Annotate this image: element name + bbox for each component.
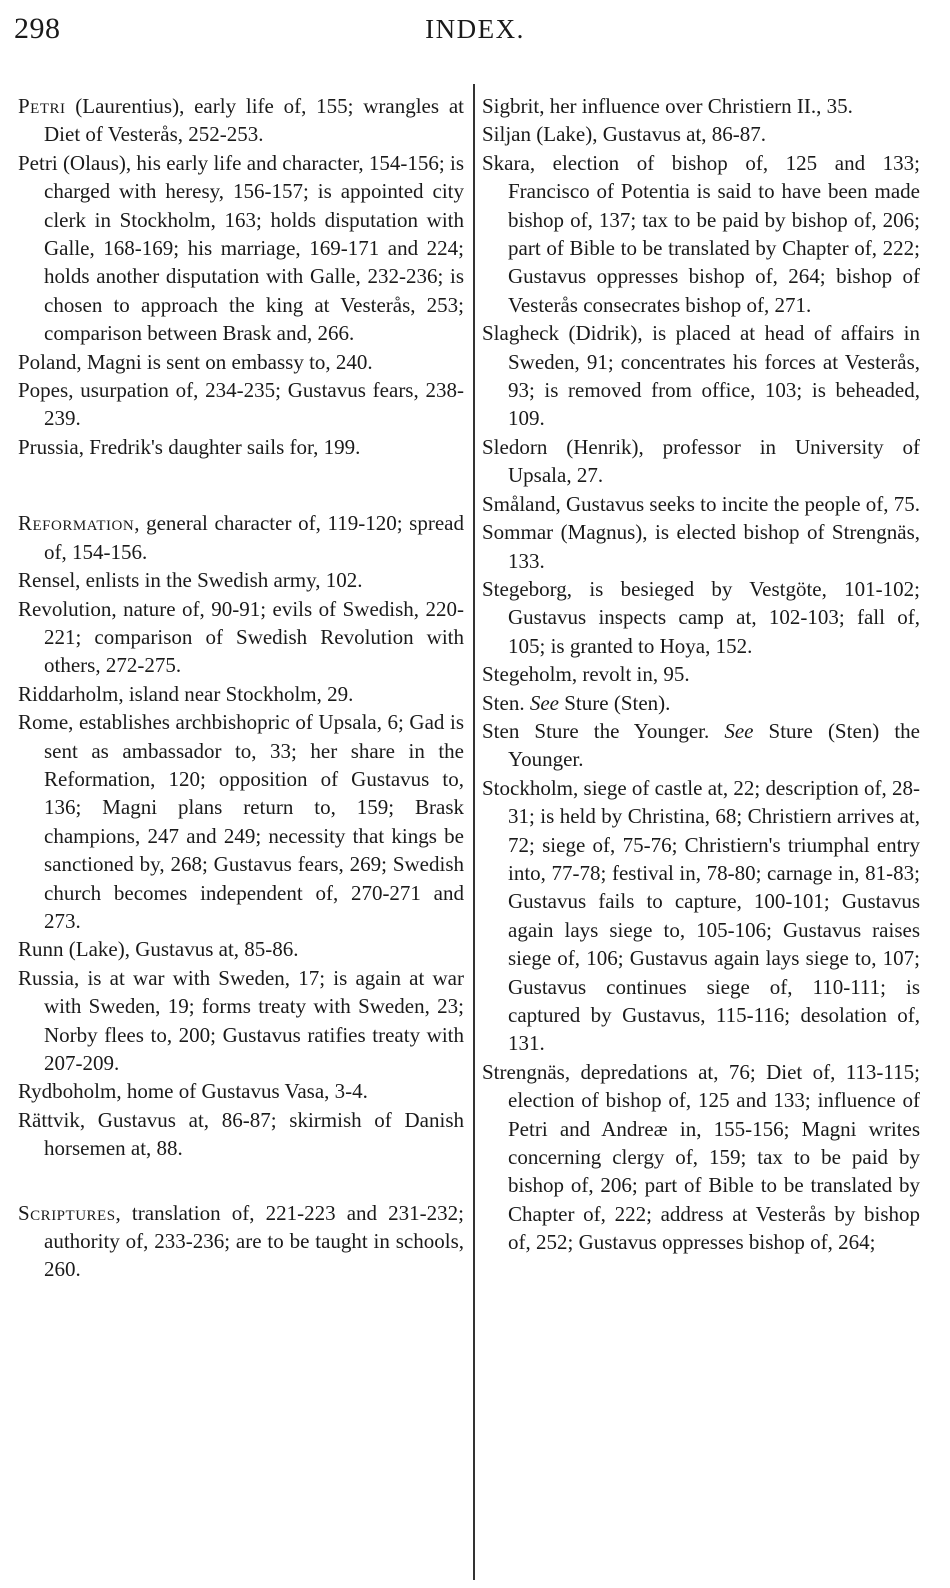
column-divider: [473, 84, 475, 1580]
running-head: INDEX.: [425, 14, 525, 44]
index-entry: Petri (Olaus), his early life and character, 154-156; is charged with heresy, 156-157; is appointed city clerk in Stockholm, 163; holds disputation with Galle, 168-169; his marriage, 169-171 and 224; holds another disputation with Galle, 232-236; is chosen to approach the king at Vesterås, 253; comparison between Brask and, 266.: [18, 150, 464, 346]
index-entry: Petri (Laurentius), early life of, 155; wrangles at Diet of Vesterås, 252-253.: [18, 94, 464, 147]
index-entry: Reformation, general character of, 119-120; spread of, 154-156.: [18, 511, 464, 564]
index-entry: Siljan (Lake), Gustavus at, 86-87.: [482, 122, 767, 147]
index-entry: Scriptures, translation of, 221-223 and 231-232; authority of, 233-236; are to be taught in schools, 260.: [18, 1200, 464, 1282]
index-entry: Poland, Magni is sent on embassy to, 240.: [18, 349, 373, 374]
index-entry: Sledorn (Henrik), professor in University of Upsala, 27.: [482, 434, 920, 488]
index-entry: Sten. See Sture (Sten).: [482, 690, 671, 715]
index-entry: Rensel, enlists in the Swedish army, 102.: [18, 568, 363, 593]
index-entry: Skara, election of bishop of, 125 and 133; Francisco of Potentia is said to have been made bishop of, 137; tax to be paid by bishop of, 206; part of Bible to be translated by Chapter of, 222; Gustavus oppresses bishop of, 264; bishop of Vesterås consecrates bishop of, 271.: [482, 150, 920, 317]
index-entry: Sten Sture the Younger. See Sture (Sten) the Younger.: [482, 718, 920, 772]
index-entry: Popes, usurpation of, 234-235; Gustavus fears, 238-239.: [18, 378, 464, 431]
index-entry: Sommar (Magnus), is elected bishop of Strengnäs, 133.: [482, 520, 920, 573]
index-column-left: [18, 92, 464, 1284]
page-number: 298: [14, 12, 61, 45]
index-entry: Småland, Gustavus seeks to incite the people of, 75.: [482, 491, 921, 516]
index-column-right: [482, 92, 920, 1257]
index-entry: Stegeholm, revolt in, 95.: [482, 662, 690, 687]
index-entry: Runn (Lake), Gustavus at, 85-86.: [18, 937, 299, 962]
index-entry: Stockholm, siege of castle at, 22; description of, 28-31; is held by Christina, 68; Christiern arrives at, 72; siege of, 75-76; Christiern's triumphal entry into, 77-78; festival in, 78-80; carnage in, 81-83; Gustavus fails to capture, 100-101; Gustavus again lays siege to, 105-106; Gustavus raises siege of, 106; Gustavus again lays siege to, 107; Gustavus continues siege of, 110-111; is captured by Gustavus, 115-116; desolation of, 131.: [482, 775, 920, 1056]
index-entry: Rome, establishes archbishopric of Upsala, 6; Gad is sent as ambassador to, 33; her share in the Reformation, 120; opposition of Gustavus to, 136; Magni plans return to, 159; Brask champions, 247 and 249; necessity that kings be sanctioned by, 268; Gustavus fears, 269; Swedish church becomes independent of, 270-271 and 273.: [18, 710, 464, 933]
index-entry: Prussia, Fredrik's daughter sails for, 199.: [18, 434, 361, 459]
index-entry: Russia, is at war with Sweden, 17; is again at war with Sweden, 19; forms treaty with Sweden, 23; Norby flees to, 200; Gustavus ratifies treaty with 207-209.: [18, 965, 464, 1075]
index-entry: Riddarholm, island near Stockholm, 29.: [18, 681, 354, 706]
index-entry: Slagheck (Didrik), is placed at head of affairs in Sweden, 91; concentrates his forces at Vesterås, 93; is removed from office, 103; is beheaded, 109.: [482, 321, 920, 431]
index-entry: Strengnäs, depredations at, 76; Diet of, 113-115; election of bishop of, 125 and 133; influence of Petri and Andreæ in, 155-156; Magni writes concerning clergy of, 159; tax to be paid by bishop of, 206; part of Bible to be translated by Chapter of, 222; address at Vesterås by bishop of, 252; Gustavus oppresses bishop of, 264;: [482, 1059, 920, 1255]
index-entry: Sigbrit, her influence over Christiern II., 35.: [482, 94, 853, 118]
index-entry: Rydboholm, home of Gustavus Vasa, 3-4.: [18, 1079, 368, 1104]
index-entry: Stegeborg, is besieged by Vestgöte, 101-102; Gustavus inspects camp at, 102-103; fall of, 105; is granted to Hoya, 152.: [482, 576, 920, 658]
index-entry: Rättvik, Gustavus at, 86-87; skirmish of Danish horsemen at, 88.: [18, 1107, 464, 1161]
index-entry: Revolution, nature of, 90-91; evils of Swedish, 220-221; comparison of Swedish Revolution with others, 272-275.: [18, 596, 464, 678]
